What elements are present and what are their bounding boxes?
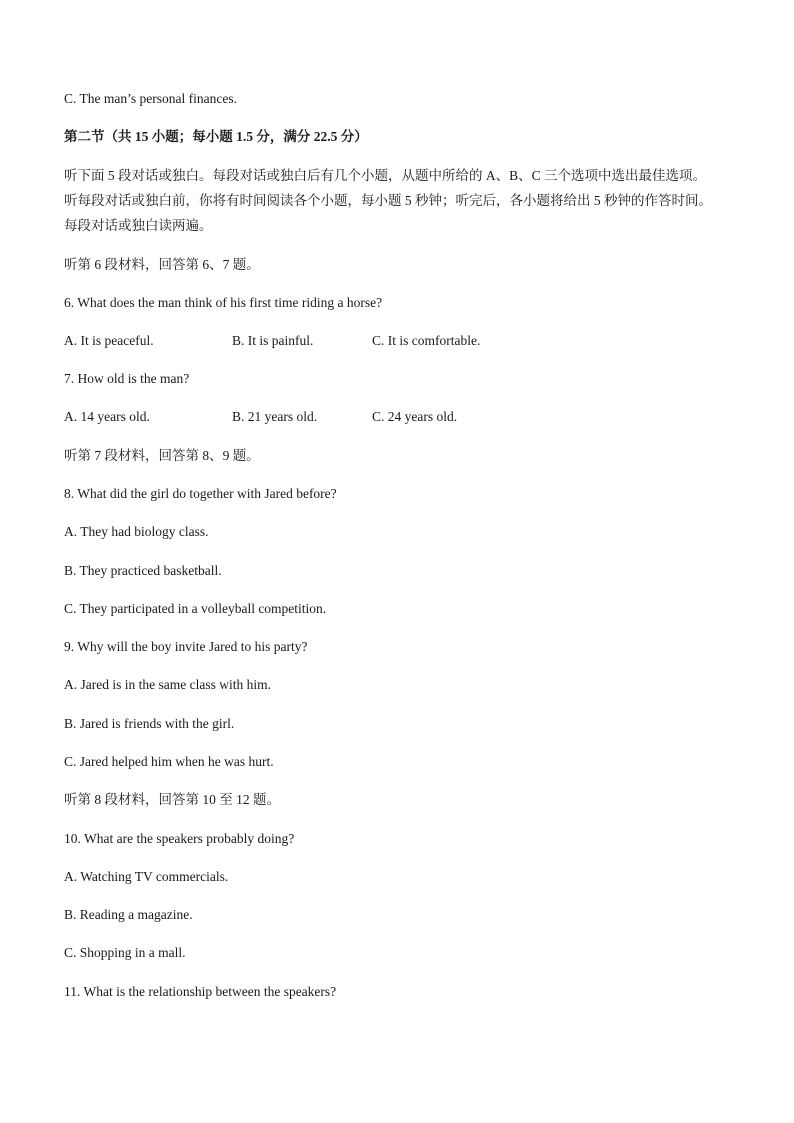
instructions-line-2: 听每段对话或独白前，你将有时间阅读各个小题，每小题 5 秒钟；听完后，各小题将给出 5 秒钟的作答时间。 bbox=[64, 193, 712, 208]
question-7-option-c: C. 24 years old. bbox=[372, 409, 458, 424]
question-11: 11. What is the relationship between the speakers? bbox=[64, 984, 337, 999]
question-9-option-a: A. Jared is in the same class with him. bbox=[64, 677, 271, 692]
material-6-heading: 听第 6 段材料，回答第 6、7 题。 bbox=[64, 257, 260, 272]
question-10-option-a: A. Watching TV commercials. bbox=[64, 869, 229, 884]
question-6-option-a: A. It is peaceful. bbox=[64, 333, 154, 348]
question-9-option-b: B. Jared is friends with the girl. bbox=[64, 716, 235, 731]
material-7-heading: 听第 7 段材料，回答第 8、9 题。 bbox=[64, 448, 260, 463]
instructions-line-3: 每段对话或独白读两遍。 bbox=[64, 218, 213, 233]
question-10: 10. What are the speakers probably doing? bbox=[64, 831, 295, 846]
question-7: 7. How old is the man? bbox=[64, 371, 190, 386]
question-6-option-b: B. It is painful. bbox=[232, 333, 314, 348]
question-6: 6. What does the man think of his first time riding a horse? bbox=[64, 295, 383, 310]
prev-option-c: C. The man’s personal finances. bbox=[64, 91, 237, 106]
question-6-option-c: C. It is comfortable. bbox=[372, 333, 481, 348]
question-8-option-b: B. They practiced basketball. bbox=[64, 563, 222, 578]
question-9: 9. Why will the boy invite Jared to his party? bbox=[64, 639, 308, 654]
question-8-option-a: A. They had biology class. bbox=[64, 524, 209, 539]
question-7-option-a: A. 14 years old. bbox=[64, 409, 150, 424]
question-7-option-b: B. 21 years old. bbox=[232, 409, 318, 424]
instructions-line-1: 听下面 5 段对话或独白。每段对话或独白后有几个小题，从题中所给的 A、B、C 三个选项中选出最佳选项。 bbox=[64, 168, 707, 183]
question-10-option-c: C. Shopping in a mall. bbox=[64, 945, 186, 960]
question-8: 8. What did the girl do together with Jared before? bbox=[64, 486, 337, 501]
section-heading: 第二节（共 15 小题；每小题 1.5 分，满分 22.5 分） bbox=[64, 129, 368, 144]
material-8-heading: 听第 8 段材料，回答第 10 至 12 题。 bbox=[64, 792, 280, 807]
question-9-option-c: C. Jared helped him when he was hurt. bbox=[64, 754, 274, 769]
question-8-option-c: C. They participated in a volleyball competition. bbox=[64, 601, 327, 616]
question-10-option-b: B. Reading a magazine. bbox=[64, 907, 193, 922]
